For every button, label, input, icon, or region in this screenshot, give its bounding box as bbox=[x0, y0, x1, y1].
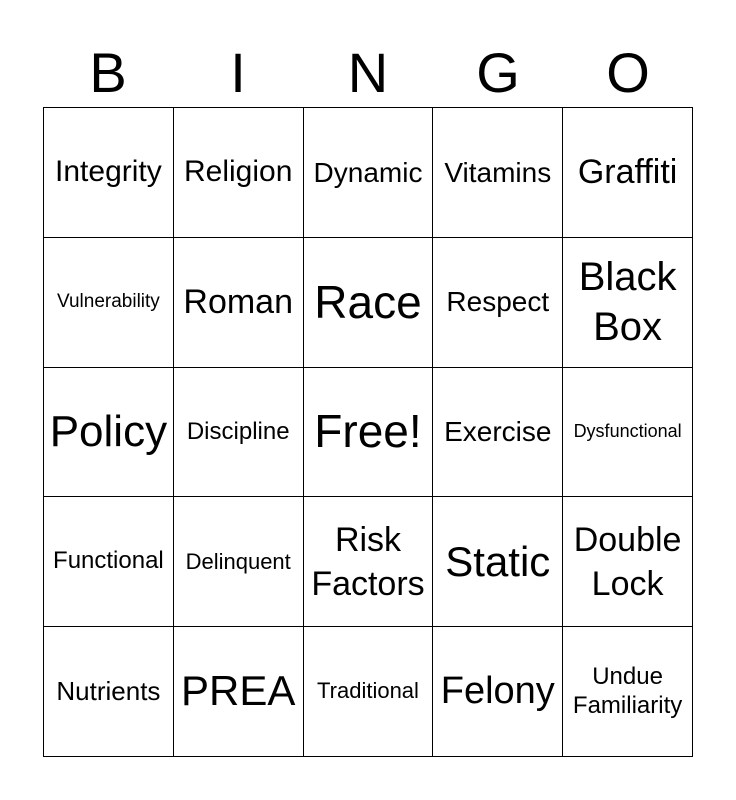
bingo-cell[interactable] bbox=[44, 108, 174, 238]
cell-label: Religion bbox=[183, 155, 293, 189]
cell-label: Race bbox=[314, 275, 422, 328]
bingo-cell[interactable] bbox=[174, 627, 304, 757]
cell-label: Traditional bbox=[317, 678, 419, 704]
bingo-cell[interactable] bbox=[174, 108, 304, 238]
cell-label: Exercise bbox=[444, 416, 552, 448]
bingo-cell[interactable] bbox=[563, 238, 693, 368]
bingo-cell[interactable] bbox=[433, 108, 563, 238]
bingo-card-grid bbox=[43, 107, 693, 757]
bingo-cell[interactable] bbox=[433, 368, 563, 498]
cell-label: Double Lock bbox=[573, 520, 682, 603]
cell-label: Free! bbox=[314, 405, 422, 458]
cell-label: Nutrients bbox=[56, 676, 161, 706]
bingo-cell[interactable] bbox=[433, 238, 563, 368]
free-space-cell[interactable] bbox=[304, 368, 434, 498]
bingo-cell[interactable] bbox=[304, 108, 434, 238]
bingo-cell[interactable] bbox=[563, 497, 693, 627]
cell-label: Dynamic bbox=[313, 156, 423, 188]
cell-label: Dysfunctional bbox=[573, 421, 682, 442]
bingo-cell[interactable] bbox=[44, 368, 174, 498]
bingo-cell[interactable] bbox=[174, 238, 304, 368]
cell-label: Delinquent bbox=[185, 548, 291, 574]
cell-label: Undue Familiarity bbox=[572, 662, 683, 719]
bingo-cell[interactable] bbox=[563, 108, 693, 238]
bingo-cell[interactable] bbox=[433, 497, 563, 627]
bingo-cell[interactable] bbox=[563, 368, 693, 498]
header-letter-i: I bbox=[230, 41, 246, 104]
cell-label: Discipline bbox=[186, 417, 290, 445]
bingo-cell[interactable] bbox=[174, 497, 304, 627]
header-letter-o: O bbox=[606, 41, 650, 104]
bingo-cell[interactable] bbox=[44, 627, 174, 757]
header-letter-b: B bbox=[89, 41, 127, 104]
cell-label: Policy bbox=[49, 406, 168, 456]
bingo-cell[interactable] bbox=[563, 627, 693, 757]
cell-label: Static bbox=[445, 537, 551, 585]
cell-label: Risk Factors bbox=[311, 520, 425, 603]
cell-label: Functional bbox=[53, 547, 164, 575]
bingo-cell[interactable] bbox=[304, 627, 434, 757]
bingo-cell[interactable] bbox=[44, 497, 174, 627]
cell-label: Respect bbox=[446, 286, 550, 318]
bingo-cell[interactable] bbox=[174, 368, 304, 498]
cell-label: Graffiti bbox=[577, 153, 678, 192]
bingo-header bbox=[43, 38, 693, 108]
cell-label: Vulnerability bbox=[57, 290, 160, 312]
cell-label: Felony bbox=[440, 669, 555, 712]
bingo-cell[interactable] bbox=[433, 627, 563, 757]
cell-label: Black Box bbox=[578, 255, 677, 350]
cell-label: Integrity bbox=[55, 155, 162, 189]
header-letter-n: N bbox=[347, 41, 389, 104]
bingo-cell[interactable] bbox=[304, 497, 434, 627]
header-letter-g: G bbox=[476, 41, 520, 104]
cell-label: Roman bbox=[183, 283, 293, 322]
cell-label: Vitamins bbox=[444, 156, 552, 188]
bingo-cell[interactable] bbox=[44, 238, 174, 368]
cell-label: PREA bbox=[181, 667, 296, 715]
bingo-cell[interactable] bbox=[304, 238, 434, 368]
